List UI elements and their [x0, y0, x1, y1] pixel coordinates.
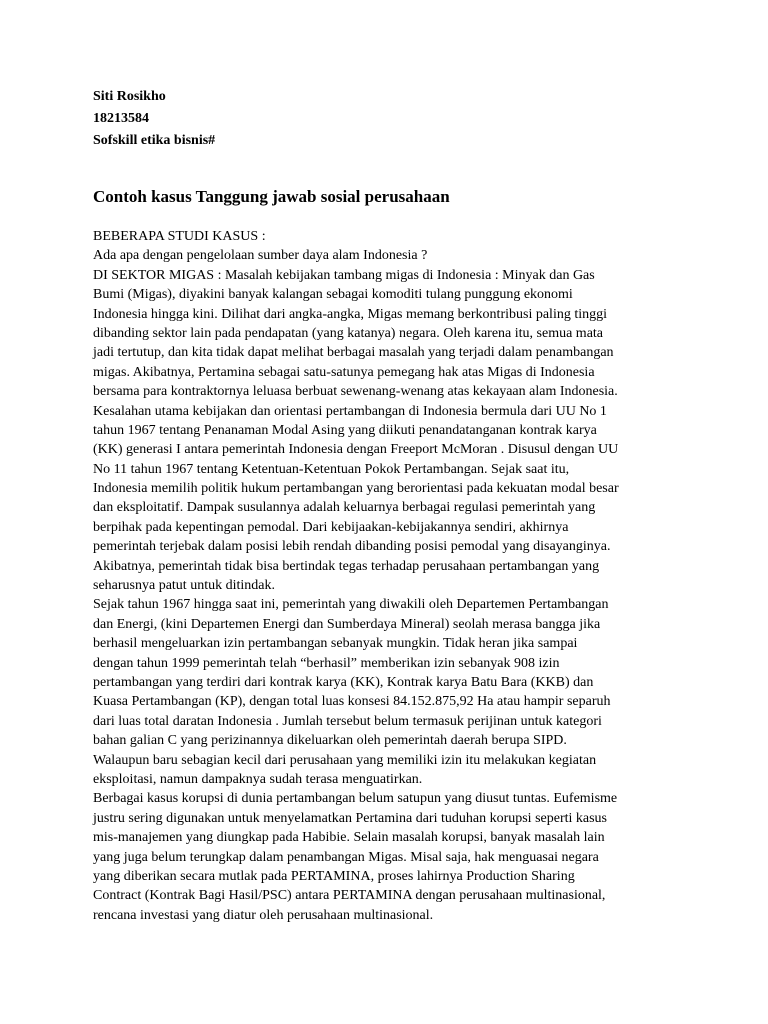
body-line: Contract (Kontrak Bagi Hasil/PSC) antara PERTAMINA dengan perusahaan multinasional, [93, 888, 606, 904]
body-line: yang juga belum terungkap dalam penambangan Migas. Misal saja, hak menguasai negara [93, 849, 599, 865]
body-line: DI SEKTOR MIGAS : Masalah kebijakan tambang migas di Indonesia : Minyak dan Gas [93, 267, 595, 283]
student-id: 18213584 [93, 111, 149, 126]
body-line: Indonesia hingga kini. Dilihat dari angka-angka, Migas memang berkontribusi paling tinggi [93, 306, 608, 322]
body-line: berhasil mengeluarkan izin pertambangan sebanyak mungkin. Tidak heran jika sampai [93, 636, 578, 652]
author-header [93, 86, 215, 152]
body-line: bahan galian C yang perizinannya dikeluarkan oleh pemerintah daerah berupa SIPD. [93, 733, 567, 749]
body-line: Kuasa Pertambangan (KP), dengan total luas konsesi 84.152.875,92 Ha atau hampir separuh [93, 694, 611, 710]
body-line: dengan tahun 1999 pemerintah telah “berhasil” memberikan izin sebanyak 908 izin [93, 655, 560, 671]
document-body [93, 227, 683, 925]
body-line: BEBERAPA STUDI KASUS : [93, 229, 266, 244]
document-title: Contoh kasus Tanggung jawab sosial perusahaan [93, 187, 450, 206]
body-line: migas. Akibatnya, Pertamina sebagai satu-satunya pemegang hak atas Migas di Indonesia [93, 364, 595, 380]
body-line: seharusnya patut untuk ditindak. [93, 578, 275, 594]
body-line: eksploitasi, namun dampaknya sudah terasa menguatirkan. [93, 771, 423, 787]
body-line: berpihak pada kepentingan pemodal. Dari kebijaakan-kebijakannya sendiri, akhirnya [93, 519, 569, 535]
body-line: Bumi (Migas), diyakini banyak kalangan sebagai komoditi tulang punggung ekonomi [93, 287, 573, 303]
body-line: No 11 tahun 1967 tentang Ketentuan-Ketentuan Pokok Pertambangan. Sejak saat itu, [93, 461, 570, 477]
body-line: dibanding sektor lain pada pendapatan (yang katanya) negara. Oleh karena itu, semua mata [93, 325, 604, 341]
body-line: Walaupun baru sebagian kecil dari perusahaan yang memiliki izin itu melakukan kegiatan [93, 752, 597, 768]
course-name: Sofskill etika bisnis# [93, 133, 216, 148]
body-line: Berbagai kasus korupsi di dunia pertambangan belum satupun yang diusut tuntas. Eufemisme [93, 791, 618, 807]
body-line: tahun 1967 tentang Penanaman Modal Asing yang diikuti penandatanganan kontrak karya [93, 422, 597, 438]
body-line: yang diberikan secara mutlak pada PERTAMINA, proses lahirnya Production Sharing [93, 868, 575, 884]
body-line: Kesalahan utama kebijakan dan orientasi pertambangan di Indonesia bermula dari UU No 1 [93, 403, 607, 419]
body-line: mis-manajemen yang diungkap pada Habibie. Selain masalah korupsi, banyak masalah lain [93, 830, 605, 846]
body-line: bersama para kontraktornya leluasa berbuat sewenang-wenang atas kekayaan alam Indonesia. [93, 384, 618, 400]
body-line: pertambangan yang terdiri dari kontrak karya (KK), Kontrak karya Batu Bara (KKB) dan [93, 674, 594, 690]
body-line: dan Energi, (kini Departemen Energi dan Sumberdaya Mineral) seolah merasa bangga jika [93, 616, 601, 632]
body-line: Ada apa dengan pengelolaan sumber daya alam Indonesia ? [93, 248, 428, 264]
body-line: (KK) generasi I antara pemerintah Indonesia dengan Freeport McMoran . Disusul dengan UU [93, 442, 619, 458]
body-line: Indonesia memilih politik hukum pertambangan yang berorientasi pada kekuatan modal besar [93, 481, 619, 497]
body-line: rencana investasi yang diatur oleh perusahaan multinasional. [93, 907, 434, 923]
body-line: jadi tertutup, dan kita tidak dapat melihat berbagai masalah yang terjadi dalam penambangan [93, 345, 614, 361]
body-line: dan eksploitatif. Dampak susulannya adalah keluarnya berbagai regulasi pemerintah yang [93, 500, 596, 516]
body-line: Sejak tahun 1967 hingga saat ini, pemerintah yang diwakili oleh Departemen Pertambangan [93, 597, 609, 613]
body-line: Akibatnya, pemerintah tidak bisa bertindak tegas terhadap perusahaan pertambangan yang [93, 558, 600, 574]
body-line: pemerintah terjebak dalam posisi lebih rendah dibanding posisi pemodal yang disayanginya. [93, 539, 611, 555]
author-name: Siti Rosikho [93, 89, 166, 104]
body-line: dari luas total daratan Indonesia . Jumlah tersebut belum termasuk perijinan untuk kategori [93, 713, 602, 729]
body-line: justru sering digunakan untuk menyelamatkan Pertamina dari tuduhan korupsi seperti kasus [93, 810, 607, 826]
